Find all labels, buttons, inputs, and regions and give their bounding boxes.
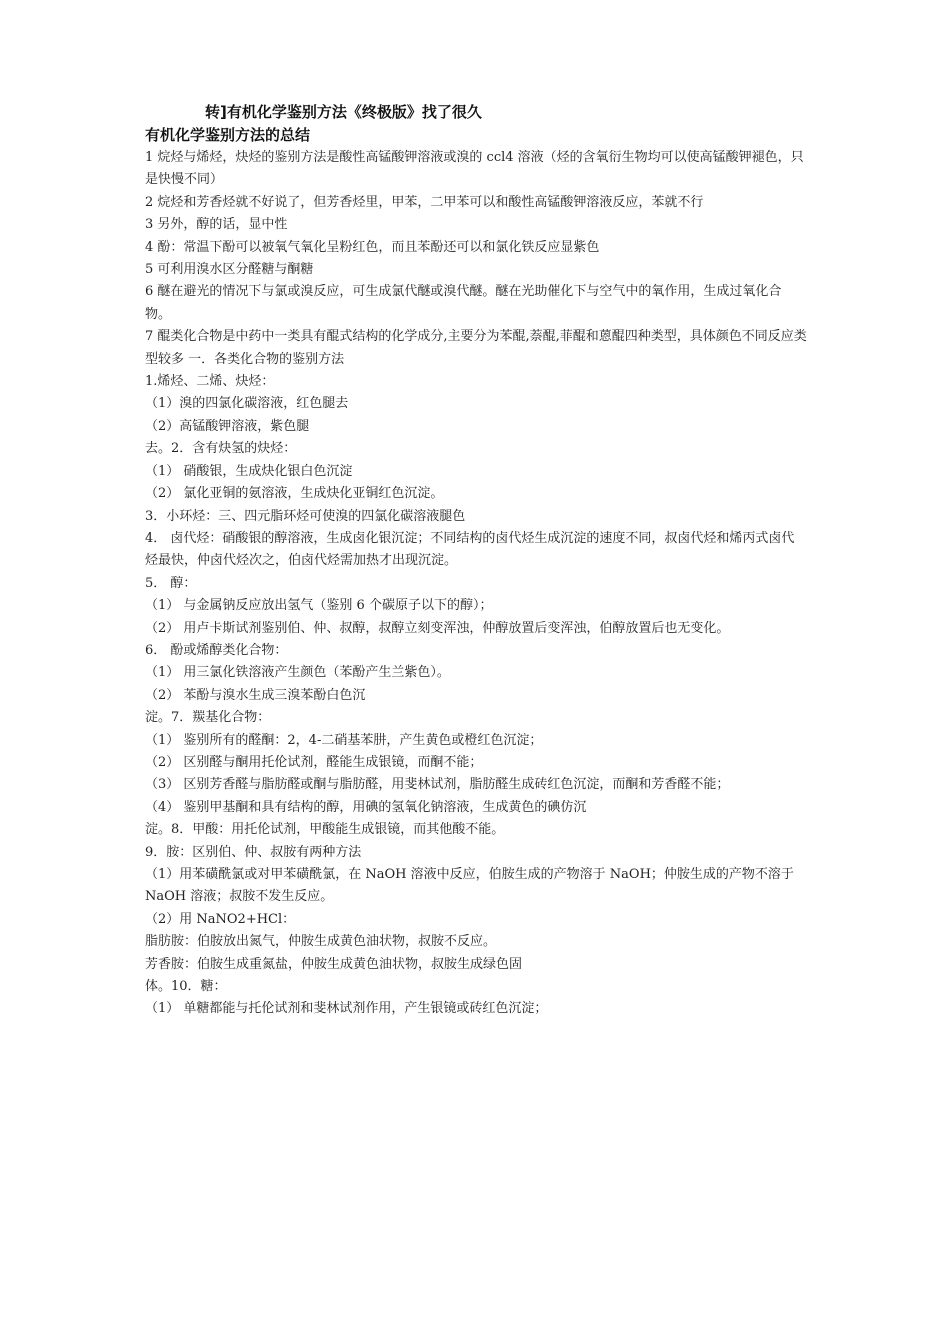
page-subtitle: 有机化学鉴别方法的总结	[145, 126, 311, 144]
paragraph: 6． 酚或烯醇类化合物：	[145, 642, 288, 658]
paragraph: 3．小环烃：三、四元脂环烃可使溴的四氯化碳溶液腿色	[145, 508, 466, 524]
paragraph: （3） 区别芳香醛与脂肪醛或酮与脂肪醛，用斐林试剂，脂肪醛生成砖红色沉淀，而酮和芳香醛不能；	[145, 777, 730, 793]
document-body	[145, 147, 807, 1021]
paragraph: （1） 单糖都能与托伦试剂和斐林试剂作用，产生银镜或砖红色沉淀；	[145, 1001, 548, 1017]
paragraph: 5 可利用溴水区分醛糖与酮糖	[145, 262, 314, 278]
page-title: 转]有机化学鉴别方法《终极版》找了很久	[205, 103, 482, 121]
paragraph: （2）用 NaNO2+HCl：	[145, 911, 296, 927]
paragraph: 1 烷烃与烯烃，炔烃的鉴别方法是酸性高锰酸钾溶液或溴的 ccl4 溶液（烃的含氧衍生物均可以使高锰酸钾褪色，只是快慢不同）	[145, 150, 804, 188]
paragraph: （1）溴的四氯化碳溶液，红色腿去	[145, 396, 349, 412]
paragraph: （2）高锰酸钾溶液，紫色腿	[145, 418, 310, 434]
paragraph: （2） 氯化亚铜的氨溶液，生成炔化亚铜红色沉淀。	[145, 486, 444, 502]
paragraph: 芳香胺：伯胺生成重氮盐，仲胺生成黄色油状物，叔胺生成绿色固	[145, 956, 523, 972]
paragraph: 脂肪胺：伯胺放出氮气，仲胺生成黄色油状物，叔胺不反应。	[145, 934, 497, 950]
paragraph: （1） 鉴别所有的醛酮：2，4-二硝基苯肼，产生黄色或橙红色沉淀；	[145, 732, 543, 748]
paragraph: 7 醌类化合物是中药中一类具有醌式结构的化学成分,主要分为苯醌,萘醌,菲醌和蒽醌四种类型，具体颜色不同反应类型较多 一．各类化合物的鉴别方法	[145, 329, 807, 367]
paragraph: 5． 醇：	[145, 575, 197, 591]
paragraph: 去。2．含有炔氢的炔烃：	[145, 441, 297, 457]
paragraph: （2） 区别醛与酮用托伦试剂，醛能生成银镜，而酮不能；	[145, 754, 483, 770]
paragraph: （1） 用三氯化铁溶液产生颜色（苯酚产生兰紫色）。	[145, 665, 450, 681]
paragraph: 9．胺：区别伯、仲、叔胺有两种方法	[145, 844, 362, 860]
paragraph: （4） 鉴别甲基酮和具有结构的醇，用碘的氢氧化钠溶液，生成黄色的碘仿沉	[145, 799, 587, 815]
paragraph: （1） 硝酸银，生成炔化银白色沉淀	[145, 463, 353, 479]
paragraph: （2） 用卢卡斯试剂鉴别伯、仲、叔醇，叔醇立刻变浑浊，仲醇放置后变浑浊，伯醇放置后也无变化。	[145, 620, 730, 636]
paragraph: 1.烯烃、二烯、炔烃：	[145, 374, 275, 390]
paragraph: （2） 苯酚与溴水生成三溴苯酚白色沉	[145, 687, 366, 703]
paragraph: 3 另外，醇的话，显中性	[145, 217, 288, 233]
paragraph: 2 烷烃和芳香烃就不好说了，但芳香烃里，甲苯，二甲苯可以和酸性高锰酸钾溶液反应，苯就不行	[145, 194, 704, 210]
paragraph: （1）用苯磺酰氯或对甲苯磺酰氯，在 NaOH 溶液中反应，伯胺生成的产物溶于 NaOH；仲胺生成的产物不溶于 NaOH 溶液；叔胺不发生反应。	[145, 867, 794, 905]
paragraph: （1） 与金属钠反应放出氢气（鉴别 6 个碳原子以下的醇）；	[145, 598, 493, 614]
paragraph: 6 醚在避光的情况下与氯或溴反应，可生成氯代醚或溴代醚。醚在光助催化下与空气中的氧作用，生成过氧化合物。	[145, 284, 782, 322]
paragraph: 体。10．糖：	[145, 979, 227, 995]
paragraph: 4． 卤代烃：硝酸银的醇溶液，生成卤化银沉淀；不同结构的卤代烃生成沉淀的速度不同，叔卤代烃和烯丙式卤代烃最快，仲卤代烃次之，伯卤代烃需加热才出现沉淀。	[145, 530, 795, 569]
paragraph: 淀。7．羰基化合物：	[145, 710, 271, 726]
paragraph: 淀。8．甲酸：用托伦试剂，甲酸能生成银镜，而其他酸不能。	[145, 822, 505, 838]
paragraph: 4 酚：常温下酚可以被氧气氧化呈粉红色，而且苯酚还可以和氯化铁反应显紫色	[145, 239, 600, 255]
